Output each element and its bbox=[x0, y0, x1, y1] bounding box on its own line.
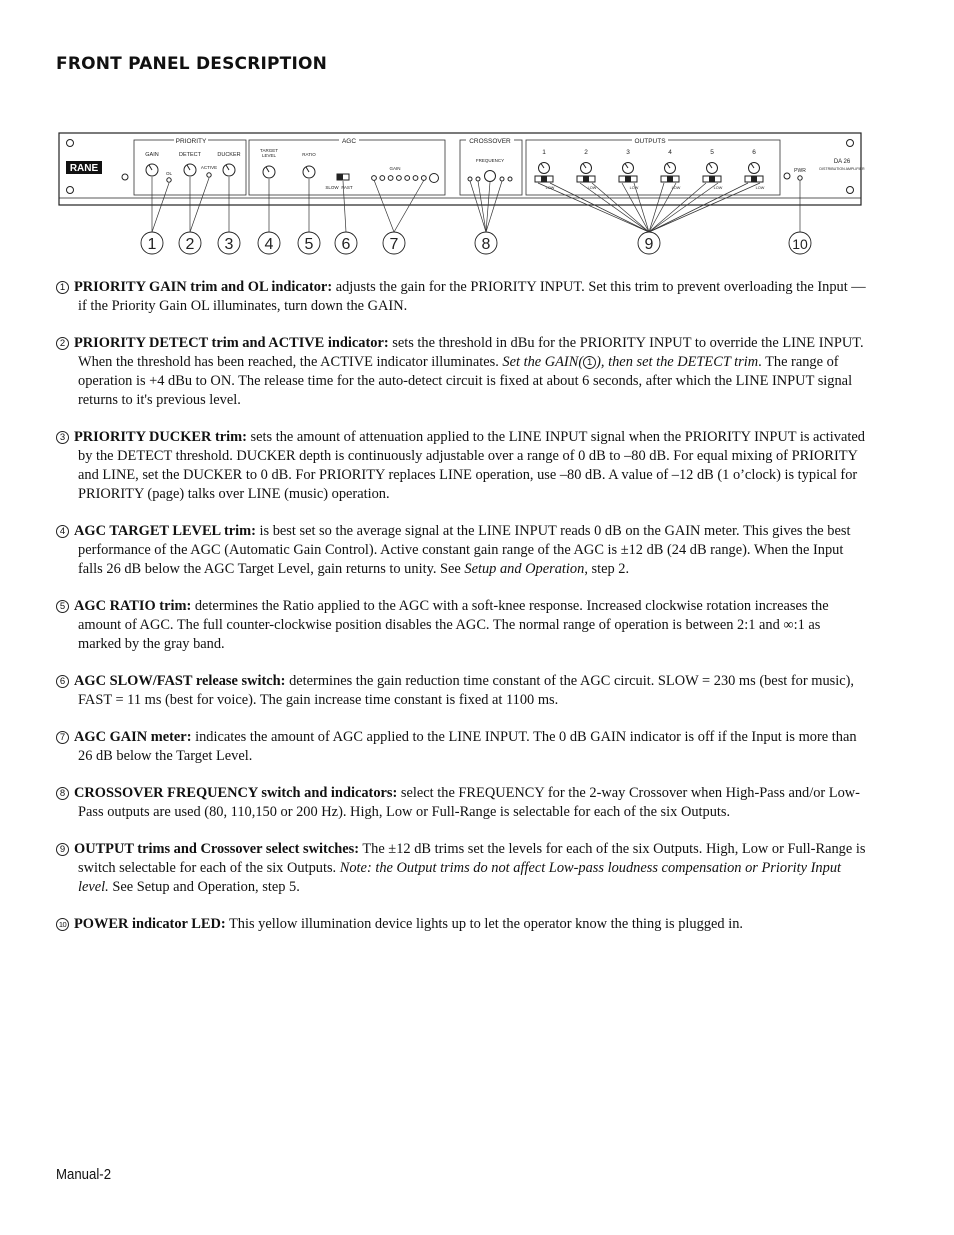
output-leaders bbox=[538, 183, 760, 232]
section-title-priority: PRIORITY bbox=[175, 138, 207, 145]
callout-number: 8 bbox=[481, 236, 491, 253]
item-term: AGC RATIO trim: bbox=[74, 598, 192, 614]
level-label: LEVEL bbox=[261, 153, 277, 158]
front-panel-svg bbox=[56, 128, 866, 258]
output-number-label: 1 bbox=[542, 149, 546, 156]
list-item bbox=[56, 672, 866, 710]
item-text-italic: ), then set the DETECT trim bbox=[596, 354, 759, 370]
item-term: PRIORITY DUCKER trim: bbox=[74, 429, 247, 445]
section-title-crossover: CROSSOVER bbox=[469, 138, 511, 145]
item-text: sets the threshold in dBu for the PRIORITY INPUT to override the LINE INPUT. When the threshold has been reached, the ACTIVE indicator illuminates. bbox=[78, 335, 864, 370]
freq-led-150 bbox=[500, 177, 504, 181]
callout-numbers bbox=[141, 232, 811, 254]
callout-number: 2 bbox=[185, 236, 195, 253]
output-number-label: 2 bbox=[584, 149, 588, 156]
item-number: 5 bbox=[56, 600, 69, 613]
item-text: , step 2. bbox=[584, 561, 630, 577]
gain-meter-led bbox=[397, 176, 402, 181]
item-number: 10 bbox=[56, 918, 69, 931]
ducker-label: DUCKER bbox=[217, 152, 241, 158]
gain-meter-led bbox=[372, 176, 377, 181]
output-number-label: 5 bbox=[710, 149, 714, 156]
frequency-label: FREQUENCY bbox=[475, 158, 505, 163]
item-term: POWER indicator LED: bbox=[74, 916, 226, 932]
item-number: 4 bbox=[56, 525, 69, 538]
brand-label: RANE bbox=[69, 163, 99, 174]
low-label: LOW bbox=[545, 186, 555, 190]
item-term: PRIORITY GAIN trim and OL indicator: bbox=[74, 279, 333, 295]
slow-label: SLOW bbox=[325, 185, 339, 190]
item-number: 6 bbox=[56, 675, 69, 688]
list-item bbox=[56, 915, 866, 934]
item-text-italic: Setup and Operation bbox=[464, 561, 585, 577]
list-item bbox=[56, 522, 866, 579]
item-text: indicates the amount of AGC applied to the LINE INPUT. The 0 dB GAIN indicator is off if the Input is more than 26 dB below the Target Level. bbox=[78, 729, 857, 764]
ratio-label: RATIO bbox=[302, 152, 316, 157]
item-text-italic: Set the GAIN( bbox=[502, 354, 584, 370]
callout-number: 3 bbox=[224, 236, 234, 253]
item-term: AGC TARGET LEVEL trim: bbox=[74, 523, 256, 539]
front-panel-diagram bbox=[56, 128, 866, 258]
model-sub-label: DISTRIBUTION AMPLIFIER bbox=[819, 167, 865, 171]
list-item bbox=[56, 728, 866, 766]
item-text: determines the Ratio applied to the AGC with a soft-knee response. Increased clockwise rotation increases the amount of AGC. The full counter-clockwise position disables the AGC. The normal range of operation is between 2:1 and ∞:1 as marked by the gray band. bbox=[78, 598, 829, 652]
rack-screw-icon bbox=[847, 140, 854, 147]
power-led bbox=[798, 176, 802, 180]
item-text: determines the gain reduction time constant of the AGC circuit. SLOW = 230 ms (best for music), FAST = 11 ms (best for voice). The gain increase time constant is fixed at 1100 ms. bbox=[78, 673, 855, 708]
list-item bbox=[56, 278, 866, 316]
low-label: LOW bbox=[713, 186, 723, 190]
section-title-agc: AGC bbox=[341, 138, 357, 145]
list-item bbox=[56, 334, 866, 410]
gain-meter-led bbox=[388, 176, 393, 181]
item-term: AGC SLOW/FAST release switch: bbox=[74, 673, 286, 689]
callout-number: 6 bbox=[341, 236, 351, 253]
item-term: PRIORITY DETECT trim and ACTIVE indicator: bbox=[74, 335, 389, 351]
item-number: 1 bbox=[56, 281, 69, 294]
item-text: This yellow illumination device lights up to let the operator know the thing is plugged in. bbox=[225, 916, 743, 932]
page-footer: Manual-2 bbox=[56, 1166, 112, 1183]
list-item bbox=[56, 840, 866, 897]
model-label: DA 26 bbox=[833, 159, 851, 165]
item-text: is best set so the average signal at the LINE INPUT reads 0 dB on the GAIN meter. This gives the best performance of the AGC (Automatic Gain Control). Active constant gain range of the AGC is ±12 dB (24 dB range). When the Input falls 26 dB below the AGC Target Level, gain returns to unity. See bbox=[78, 523, 851, 577]
section-title-outputs: OUTPUTS bbox=[634, 138, 666, 145]
item-number: 3 bbox=[56, 431, 69, 444]
freq-led-80 bbox=[468, 177, 472, 181]
outputs-controls bbox=[535, 149, 765, 190]
crossover-section bbox=[460, 140, 522, 195]
callout-number: 7 bbox=[389, 236, 399, 253]
callout-number: 5 bbox=[304, 236, 314, 253]
gain-meter-led bbox=[380, 176, 385, 181]
list-item bbox=[56, 784, 866, 822]
rack-screw-icon bbox=[847, 187, 854, 194]
list-item bbox=[56, 428, 866, 504]
active-label: ACTIVE bbox=[200, 165, 218, 170]
item-text: . The range of operation is +4 dBu to ON. The release time for the auto-detect circuit is fixed at about 6 seconds, after which the LINE INPUT signal returns to it's previous level. bbox=[78, 354, 853, 408]
item-term: OUTPUT trims and Crossover select switches: bbox=[74, 841, 359, 857]
list-item bbox=[56, 597, 866, 654]
agc-gain-label: GAIN bbox=[389, 166, 401, 171]
page-heading: FRONT PANEL DESCRIPTION bbox=[56, 54, 328, 74]
item-term: CROSSOVER FREQUENCY switch and indicators: bbox=[74, 785, 398, 801]
freq-led-110 bbox=[476, 177, 480, 181]
callout-number: 10 bbox=[792, 236, 808, 252]
gain-meter-led bbox=[413, 176, 418, 181]
outputs-section bbox=[526, 140, 780, 195]
gain-meter-led bbox=[405, 176, 410, 181]
callout-number: 9 bbox=[644, 236, 654, 253]
agc-gain-meter bbox=[372, 176, 427, 181]
gain-label: GAIN bbox=[145, 152, 159, 158]
output-number-label: 3 bbox=[626, 149, 630, 156]
item-number: 2 bbox=[56, 337, 69, 350]
item-number: 8 bbox=[56, 787, 69, 800]
panel-screw-icon bbox=[784, 173, 790, 179]
item-text: sets the amount of attenuation applied to the LINE INPUT signal when the PRIORITY INPUT is activated by the DETECT threshold. DUCKER depth is continuously adjustable over a range of 0 dB to –80 dB. For equal mixing of PRIORITY and LINE, set the DUCKER to 0 dB. For PRIORITY replaces LINE operation, use –80 dB. A value of –12 dB (1 o’clock) is typical for PRIORITY (page) talks over LINE (music) operation. bbox=[78, 429, 865, 502]
output-number-label: 6 bbox=[752, 149, 756, 156]
item-number: 9 bbox=[56, 843, 69, 856]
active-led bbox=[207, 173, 211, 177]
panel-screw-icon bbox=[122, 174, 128, 180]
target-label: TARGET bbox=[260, 148, 278, 153]
fast-label: FAST bbox=[341, 185, 353, 190]
low-label: LOW bbox=[671, 186, 681, 190]
callout-number: 4 bbox=[264, 236, 274, 253]
low-label: LOW bbox=[629, 186, 639, 190]
item-text: See Setup and Operation, step 5. bbox=[108, 879, 300, 895]
item-number: 7 bbox=[56, 731, 69, 744]
item-text: The ±12 dB trims set the levels for each of the six Outputs. High, Low or Full-Range is switch selectable for each of the six Outputs. bbox=[78, 841, 866, 876]
crossover-frequency-switch[interactable] bbox=[485, 171, 496, 182]
item-ref-number: 1 bbox=[583, 356, 596, 369]
detect-label: DETECT bbox=[179, 152, 201, 158]
item-term: AGC GAIN meter: bbox=[74, 729, 192, 745]
callout-number: 1 bbox=[147, 236, 157, 253]
item-text-italic: Note: the Output trims do not affect Low-pass loudness compensation or Priority Input level. bbox=[78, 860, 842, 895]
description-list bbox=[56, 278, 866, 952]
gain-meter-led bbox=[421, 176, 426, 181]
item-text: adjusts the gain for the PRIORITY INPUT. Set this trim to prevent overloading the Input — if the Priority Gain OL illuminates, turn down the GAIN. bbox=[78, 279, 866, 314]
item-text: select the FREQUENCY for the 2-way Crossover when High-Pass and/or Low-Pass outputs are used (80, 110,150 or 200 Hz). High, Low or Full-Range is selectable for each of the six Outputs. bbox=[78, 785, 860, 820]
low-label: LOW bbox=[755, 186, 765, 190]
rack-screw-icon bbox=[67, 187, 74, 194]
agc-b-indicator bbox=[430, 174, 439, 183]
rack-screw-icon bbox=[67, 140, 74, 147]
ol-led bbox=[167, 178, 171, 182]
ol-label: OL bbox=[165, 171, 173, 176]
low-label: LOW bbox=[587, 186, 597, 190]
freq-led-200 bbox=[508, 177, 512, 181]
output-number-label: 4 bbox=[668, 149, 672, 156]
pwr-label: PWR bbox=[794, 168, 806, 174]
